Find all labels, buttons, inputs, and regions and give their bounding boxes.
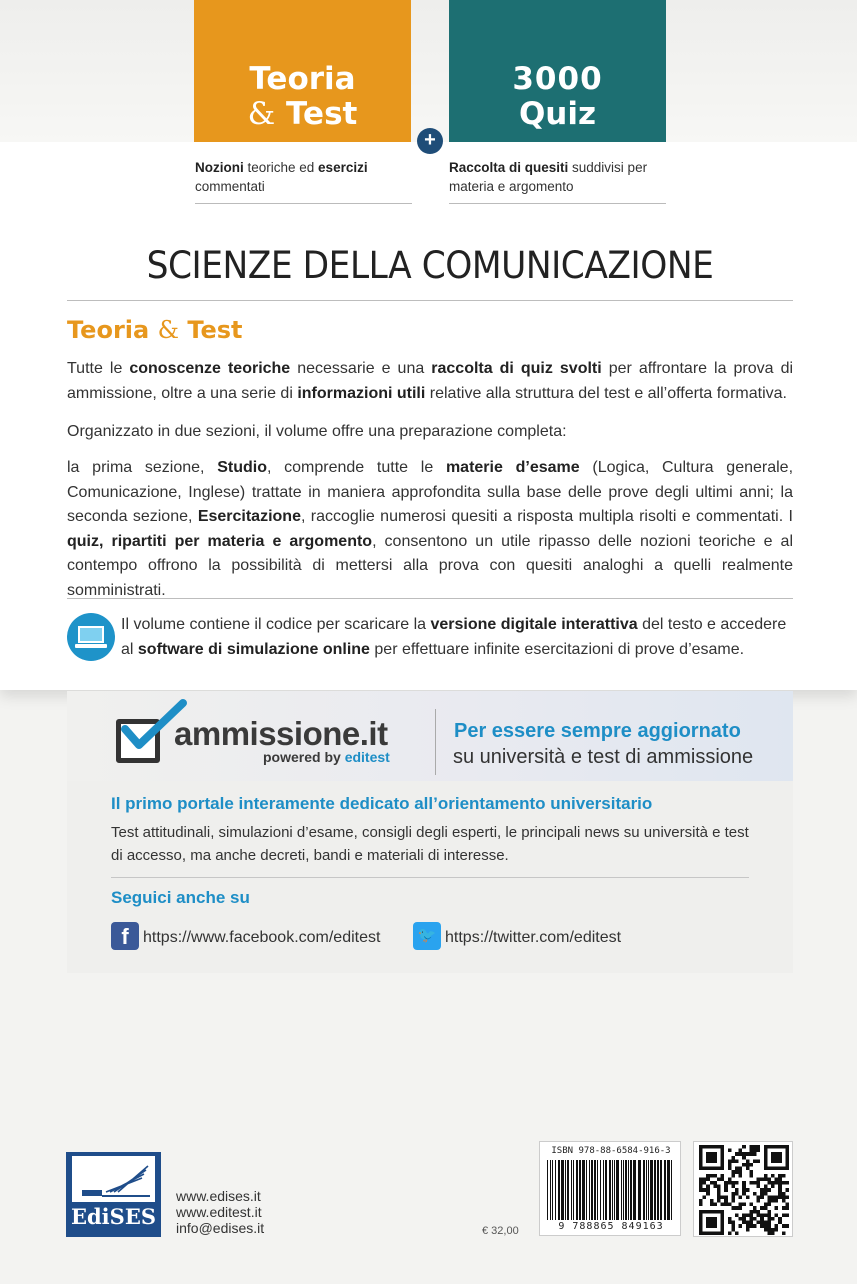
website-link[interactable]: www.editest.it — [176, 1204, 262, 1220]
header-divider — [435, 709, 436, 775]
tile-title-line2: & Test — [247, 96, 358, 132]
follow-heading: Seguici anche su — [111, 888, 250, 907]
ammissione-header — [67, 691, 793, 781]
intro-paragraph: Tutte le conoscenze teoriche necessarie e una raccolta di quiz svolti per affrontare la prova di ammissione, oltre a una serie di informazioni utili relative alla struttura del test e all’offerta formativa. — [67, 360, 794, 402]
facebook-icon: f — [111, 922, 139, 950]
divider — [67, 300, 793, 301]
sections-paragraph: la prima sezione, Studio, comprende tutte le materie d’esame (Logica, Cultura generale, Comunicazione, Inglese) trattate in maniera approfondita sulla base delle prove degli ultimi anni; la seconda sezione, Esercitazione, raccoglie numerosi quesiti a risposta multipla risolti e commentati. I quiz, ripartiti per materia e argomento, consentono un utile ripasso delle nozioni teoriche e al contempo offrono la possibilità di mettersi alla prova con quesiti analoghi a quelli realmente somministrati. — [67, 459, 794, 599]
barcode-bars — [547, 1160, 675, 1220]
quiz-description: Raccolta di quesiti suddivisi per materia e argomento — [449, 158, 666, 204]
email-link[interactable]: info@edises.it — [176, 1220, 265, 1236]
qr-code — [693, 1141, 793, 1237]
publisher-contacts — [176, 1188, 264, 1236]
powered-by: powered by editest — [263, 749, 390, 765]
section-title: Teoria & Test — [67, 316, 243, 344]
publisher-name: EdiSES — [70, 1204, 156, 1229]
books-icon — [72, 1156, 155, 1202]
website-link[interactable]: www.edises.it — [176, 1188, 261, 1204]
portal-description: Test attitudinali, simulazioni d’esame, consigli degli esperti, le principali news su università e test di accesso, ma anche decreti, bandi e materiali di interesse. — [111, 824, 749, 864]
isbn-text: ISBN 978-88-6584-916-3 — [551, 1146, 671, 1156]
edises-logo — [66, 1152, 161, 1237]
facebook-link[interactable]: f https://www.facebook.com/editest — [111, 924, 380, 950]
divider — [111, 877, 749, 878]
plus-icon: + — [417, 128, 443, 154]
top-background — [0, 0, 857, 142]
tagline-primary: Per essere sempre aggiornato — [454, 720, 741, 742]
twitter-icon: 🐦 — [413, 922, 441, 950]
quiz-tile — [449, 0, 666, 142]
tile-label: Quiz — [518, 96, 597, 132]
tile-title-line1: Teoria — [249, 61, 356, 97]
twitter-link[interactable]: 🐦 https://twitter.com/editest — [413, 924, 621, 950]
tagline-secondary: su università e test di ammissione — [453, 746, 754, 768]
divider — [67, 598, 793, 599]
teoria-test-tile — [194, 0, 411, 142]
monitor-icon — [67, 613, 115, 661]
tile-number: 3000 — [512, 61, 603, 97]
portal-heading: Il primo portale interamente dedicato all’orientamento universitario — [111, 794, 653, 813]
organization-paragraph: Organizzato in due sezioni, il volume offre una preparazione completa: — [67, 423, 567, 440]
price: € 32,00 — [482, 1225, 519, 1237]
main-title: SCIENZE DELLA COMUNICAZIONE — [146, 244, 714, 287]
barcode-number: 9 788865 849163 — [558, 1221, 664, 1232]
ammissione-box — [67, 691, 793, 973]
digital-version-paragraph: Il volume contiene il codice per scaricare la versione digitale interattiva del testo e accedere al software di simulazione online per effettuare infinite esercitazioni di prove d’esame. — [121, 616, 787, 658]
ammissione-logo: ammissione.it — [174, 715, 388, 752]
teoria-description: Nozioni teoriche ed esercizi commentati — [195, 158, 412, 204]
isbn-barcode — [539, 1141, 681, 1236]
